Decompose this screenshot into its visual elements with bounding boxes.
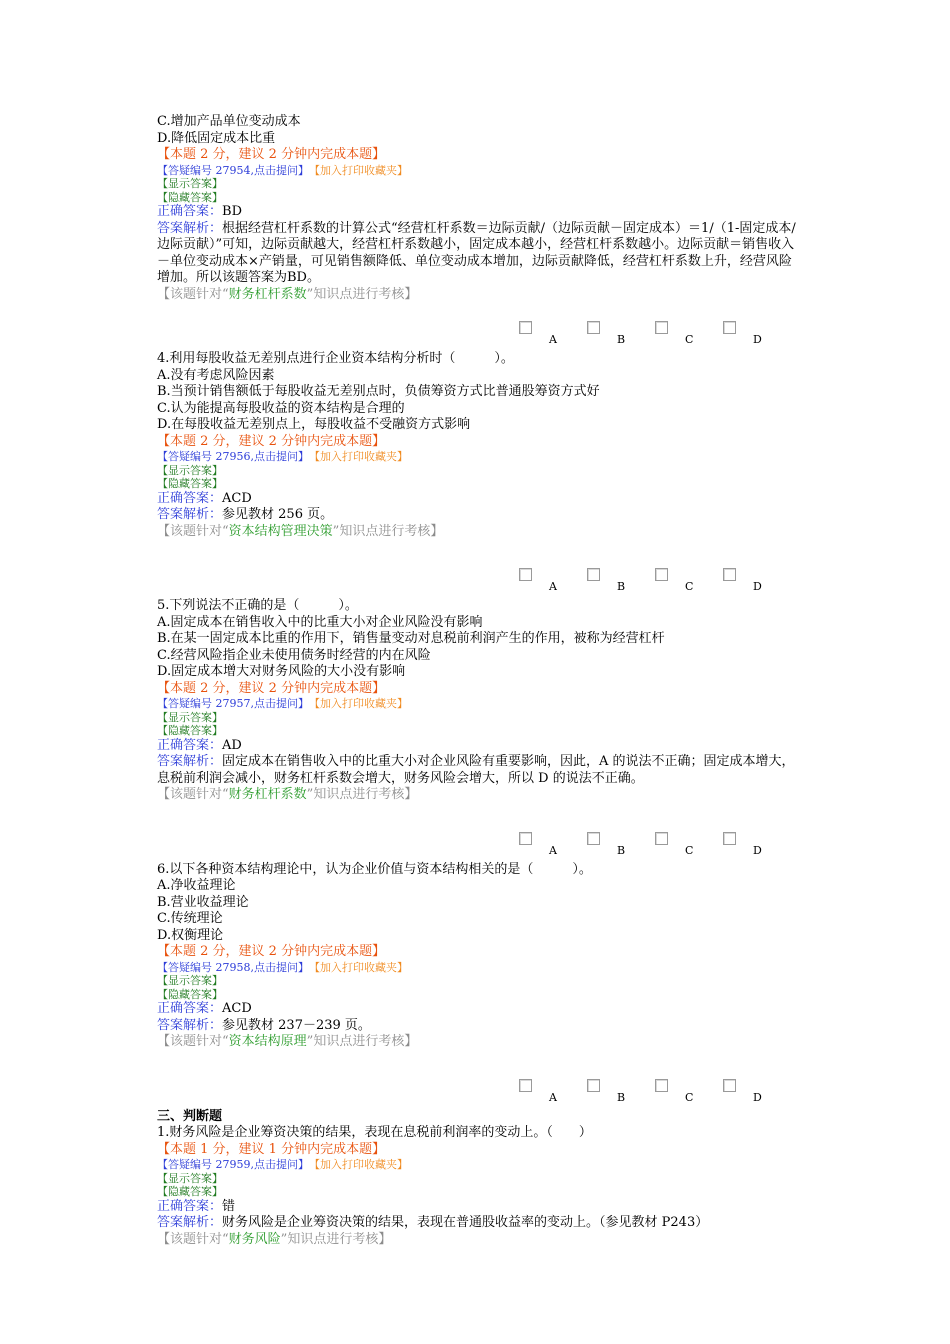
add-to-favorites-link[interactable]: 【加入打印收藏夹】 bbox=[314, 450, 408, 463]
explanation-label: 答案解析： bbox=[157, 1017, 223, 1033]
checkbox-a[interactable] bbox=[519, 321, 532, 334]
explanation-text: 财务风险是企业筹资决策的结果，表现在普通股收益率的变动上。（参见教材 P243） bbox=[222, 1215, 709, 1230]
score-note: 【本题 2 分，建议 2 分钟内完成本题】 bbox=[157, 944, 386, 959]
show-answer-link[interactable]: 【显示答案】 bbox=[157, 1171, 223, 1185]
answer-checkbox-row bbox=[157, 832, 797, 862]
checkbox-label-c: C bbox=[685, 843, 694, 857]
option-a: A.净收益理论 bbox=[157, 878, 236, 893]
checkbox-label-c: C bbox=[685, 1090, 694, 1104]
answer-label: 正确答案： bbox=[157, 737, 223, 753]
option-d: D.降低固定成本比重 bbox=[157, 130, 276, 146]
answer-label: 正确答案： bbox=[157, 204, 223, 219]
add-to-favorites-link[interactable]: 【加入打印收藏夹】 bbox=[314, 163, 408, 177]
answer-checkbox-row bbox=[157, 568, 797, 598]
question-stem: 4.利用每股收益无差别点进行企业资本结构分析时（ ）。 bbox=[157, 351, 514, 366]
checkbox-b[interactable] bbox=[587, 321, 600, 334]
option-d: D.在每股收益无差别点上，每股收益不受融资方式影响 bbox=[157, 417, 471, 432]
kp-prefix: 【该题针对“ bbox=[157, 1034, 229, 1049]
checkbox-a[interactable] bbox=[519, 832, 532, 845]
correct-answer: ACD bbox=[222, 1001, 252, 1016]
checkbox-a[interactable] bbox=[519, 1079, 532, 1092]
checkbox-label-c: C bbox=[685, 580, 694, 593]
checkbox-label-a: A bbox=[549, 1090, 557, 1104]
score-note: 【本题 2 分，建议 2 分钟内完成本题】 bbox=[157, 680, 386, 696]
option-b: B.营业收益理论 bbox=[157, 894, 249, 910]
option-b: B.在某一固定成本比重的作用下，销售量变动对息税前利润产生的作用，被称为经营杠杆 bbox=[157, 631, 665, 646]
hide-answer-link[interactable]: 【隐藏答案】 bbox=[157, 987, 223, 1001]
explanation-text: 参见教材 256 页。 bbox=[222, 507, 334, 522]
checkbox-label-b: B bbox=[617, 843, 626, 857]
option-c: C.增加产品单位变动成本 bbox=[157, 114, 301, 129]
kp-suffix: ”知识点进行考核】 bbox=[280, 1231, 392, 1247]
knowledge-point: 财务杠杆系数 bbox=[228, 787, 307, 802]
score-note: 【本题 1 分，建议 1 分钟内完成本题】 bbox=[157, 1141, 386, 1157]
answer-label: 正确答案： bbox=[157, 1198, 223, 1214]
show-answer-link[interactable]: 【显示答案】 bbox=[157, 177, 223, 190]
explanation-label: 答案解析： bbox=[157, 220, 223, 236]
checkbox-label-b: B bbox=[617, 1090, 626, 1104]
option-c: C.传统理论 bbox=[157, 911, 223, 926]
question-stem: 5.下列说法不正确的是（ ）。 bbox=[157, 598, 358, 613]
explanation-label: 答案解析： bbox=[157, 1215, 223, 1230]
knowledge-point: 财务风险 bbox=[228, 1231, 281, 1247]
checkbox-label-a: A bbox=[549, 843, 557, 857]
knowledge-point: 资本结构原理 bbox=[228, 1034, 307, 1049]
checkbox-d[interactable] bbox=[723, 568, 736, 581]
option-c: C.经营风险指企业未使用债务时经营的内在风险 bbox=[157, 647, 431, 663]
checkbox-a[interactable] bbox=[519, 568, 532, 581]
checkbox-label-b: B bbox=[617, 580, 626, 593]
correct-answer: 错 bbox=[222, 1198, 236, 1214]
checkbox-label-c: C bbox=[685, 333, 694, 346]
knowledge-point: 财务杠杆系数 bbox=[228, 286, 307, 302]
knowledge-point: 资本结构管理决策 bbox=[228, 523, 333, 539]
ask-question-link[interactable]: 【答疑编号 27954,点击提问】 bbox=[157, 163, 304, 177]
answer-label: 正确答案： bbox=[157, 1001, 223, 1016]
option-a: A.没有考虑风险因素 bbox=[157, 367, 275, 383]
explanation-text: 参见教材 237－239 页。 bbox=[222, 1017, 371, 1033]
add-to-favorites-link[interactable]: 【加入打印收藏夹】 bbox=[314, 697, 408, 710]
explanation-label: 答案解析： bbox=[157, 754, 223, 769]
hide-answer-link[interactable]: 【隐藏答案】 bbox=[157, 1185, 223, 1198]
kp-prefix: 【该题针对“ bbox=[157, 1231, 229, 1247]
kp-suffix: ”知识点进行考核】 bbox=[306, 1034, 418, 1049]
ask-question-link[interactable]: 【答疑编号 27958,点击提问】 bbox=[157, 960, 304, 974]
explanation-text: 固定成本在销售收入中的比重大小对企业风险有重要影响，因此，A 的说法不正确；固定成本增大，息税前利润会减小，财务杠杆系数会增大，财务风险会增大，所以 D 的说法不正确。 bbox=[157, 754, 795, 786]
checkbox-label-b: B bbox=[617, 333, 626, 346]
explanation-label: 答案解析： bbox=[157, 507, 223, 522]
kp-prefix: 【该题针对“ bbox=[157, 523, 229, 539]
kp-prefix: 【该题针对“ bbox=[157, 286, 229, 302]
judgement-question-1 bbox=[157, 1125, 797, 1248]
show-answer-link[interactable]: 【显示答案】 bbox=[157, 710, 223, 724]
ask-question-link[interactable]: 【答疑编号 27959,点击提问】 bbox=[157, 1158, 304, 1171]
checkbox-c[interactable] bbox=[655, 832, 668, 845]
checkbox-b[interactable] bbox=[587, 832, 600, 845]
correct-answer: BD bbox=[222, 204, 242, 219]
hide-answer-link[interactable]: 【隐藏答案】 bbox=[157, 477, 223, 490]
question-6 bbox=[157, 862, 797, 1051]
section-heading: 三、判断题 bbox=[157, 1108, 223, 1124]
add-to-favorites-link[interactable]: 【加入打印收藏夹】 bbox=[314, 1158, 408, 1171]
checkbox-c[interactable] bbox=[655, 321, 668, 334]
score-note: 【本题 2 分，建议 2 分钟内完成本题】 bbox=[157, 433, 386, 449]
checkbox-label-a: A bbox=[549, 580, 557, 593]
checkbox-b[interactable] bbox=[587, 568, 600, 581]
kp-prefix: 【该题针对“ bbox=[157, 787, 229, 802]
show-answer-link[interactable]: 【显示答案】 bbox=[157, 974, 223, 987]
checkbox-label-d: D bbox=[753, 333, 762, 346]
kp-suffix: ”知识点进行考核】 bbox=[306, 787, 418, 802]
kp-suffix: ”知识点进行考核】 bbox=[332, 523, 444, 539]
question-3 bbox=[157, 114, 797, 303]
correct-answer: ACD bbox=[222, 490, 252, 506]
kp-suffix: ”知识点进行考核】 bbox=[306, 286, 418, 302]
checkbox-label-d: D bbox=[753, 1090, 762, 1104]
checkbox-label-d: D bbox=[753, 580, 762, 593]
hide-answer-link[interactable]: 【隐藏答案】 bbox=[157, 190, 223, 204]
explanation-text: 根据经营杠杆系数的计算公式“经营杠杆系数＝边际贡献/（边际贡献－固定成本）＝1/（1-固定成本/边际贡献）”可知，边际贡献越大，经营杠杆系数越小，固定成本越小，经营杠杆系数越小。边际贡献＝销售收入－单位变动成本×产销量，可见销售额降低、单位变动成本增加，边际贡献降低，经营杠杆系数上升，经营风险增加。所以该题答案为BD。 bbox=[157, 220, 796, 285]
question-5 bbox=[157, 598, 797, 804]
checkbox-c[interactable] bbox=[655, 568, 668, 581]
ask-question-link[interactable]: 【答疑编号 27957,点击提问】 bbox=[157, 697, 304, 710]
checkbox-d[interactable] bbox=[723, 1079, 736, 1092]
show-answer-link[interactable]: 【显示答案】 bbox=[157, 463, 223, 477]
checkbox-d[interactable] bbox=[723, 321, 736, 334]
checkbox-label-d: D bbox=[753, 843, 762, 857]
option-d: D.固定成本增大对财务风险的大小没有影响 bbox=[157, 664, 406, 679]
answer-label: 正确答案： bbox=[157, 490, 223, 506]
option-c: C.认为能提高每股收益的资本结构是合理的 bbox=[157, 400, 405, 416]
checkbox-label-a: A bbox=[549, 333, 557, 346]
add-to-favorites-link[interactable]: 【加入打印收藏夹】 bbox=[314, 960, 408, 974]
option-b: B.当预计销售额低于每股收益无差别点时，负债筹资方式比普通股筹资方式好 bbox=[157, 384, 600, 399]
checkbox-c[interactable] bbox=[655, 1079, 668, 1092]
correct-answer: AD bbox=[222, 737, 242, 753]
answer-checkbox-row bbox=[157, 1079, 797, 1109]
hide-answer-link[interactable]: 【隐藏答案】 bbox=[157, 724, 223, 737]
question-4 bbox=[157, 351, 797, 540]
question-stem: 1.财务风险是企业筹资决策的结果，表现在息税前利润率的变动上。（ ） bbox=[157, 1125, 592, 1140]
checkbox-d[interactable] bbox=[723, 832, 736, 845]
score-note: 【本题 2 分，建议 2 分钟内完成本题】 bbox=[157, 147, 386, 162]
answer-checkbox-row bbox=[157, 321, 797, 351]
checkbox-b[interactable] bbox=[587, 1079, 600, 1092]
option-d: D.权衡理论 bbox=[157, 927, 224, 943]
option-a: A.固定成本在销售收入中的比重大小对企业风险没有影响 bbox=[157, 614, 483, 630]
ask-question-link[interactable]: 【答疑编号 27956,点击提问】 bbox=[157, 450, 304, 463]
document-page bbox=[157, 114, 797, 1248]
question-stem: 6.以下各种资本结构理论中，认为企业价值与资本结构相关的是（ ）。 bbox=[157, 861, 592, 877]
